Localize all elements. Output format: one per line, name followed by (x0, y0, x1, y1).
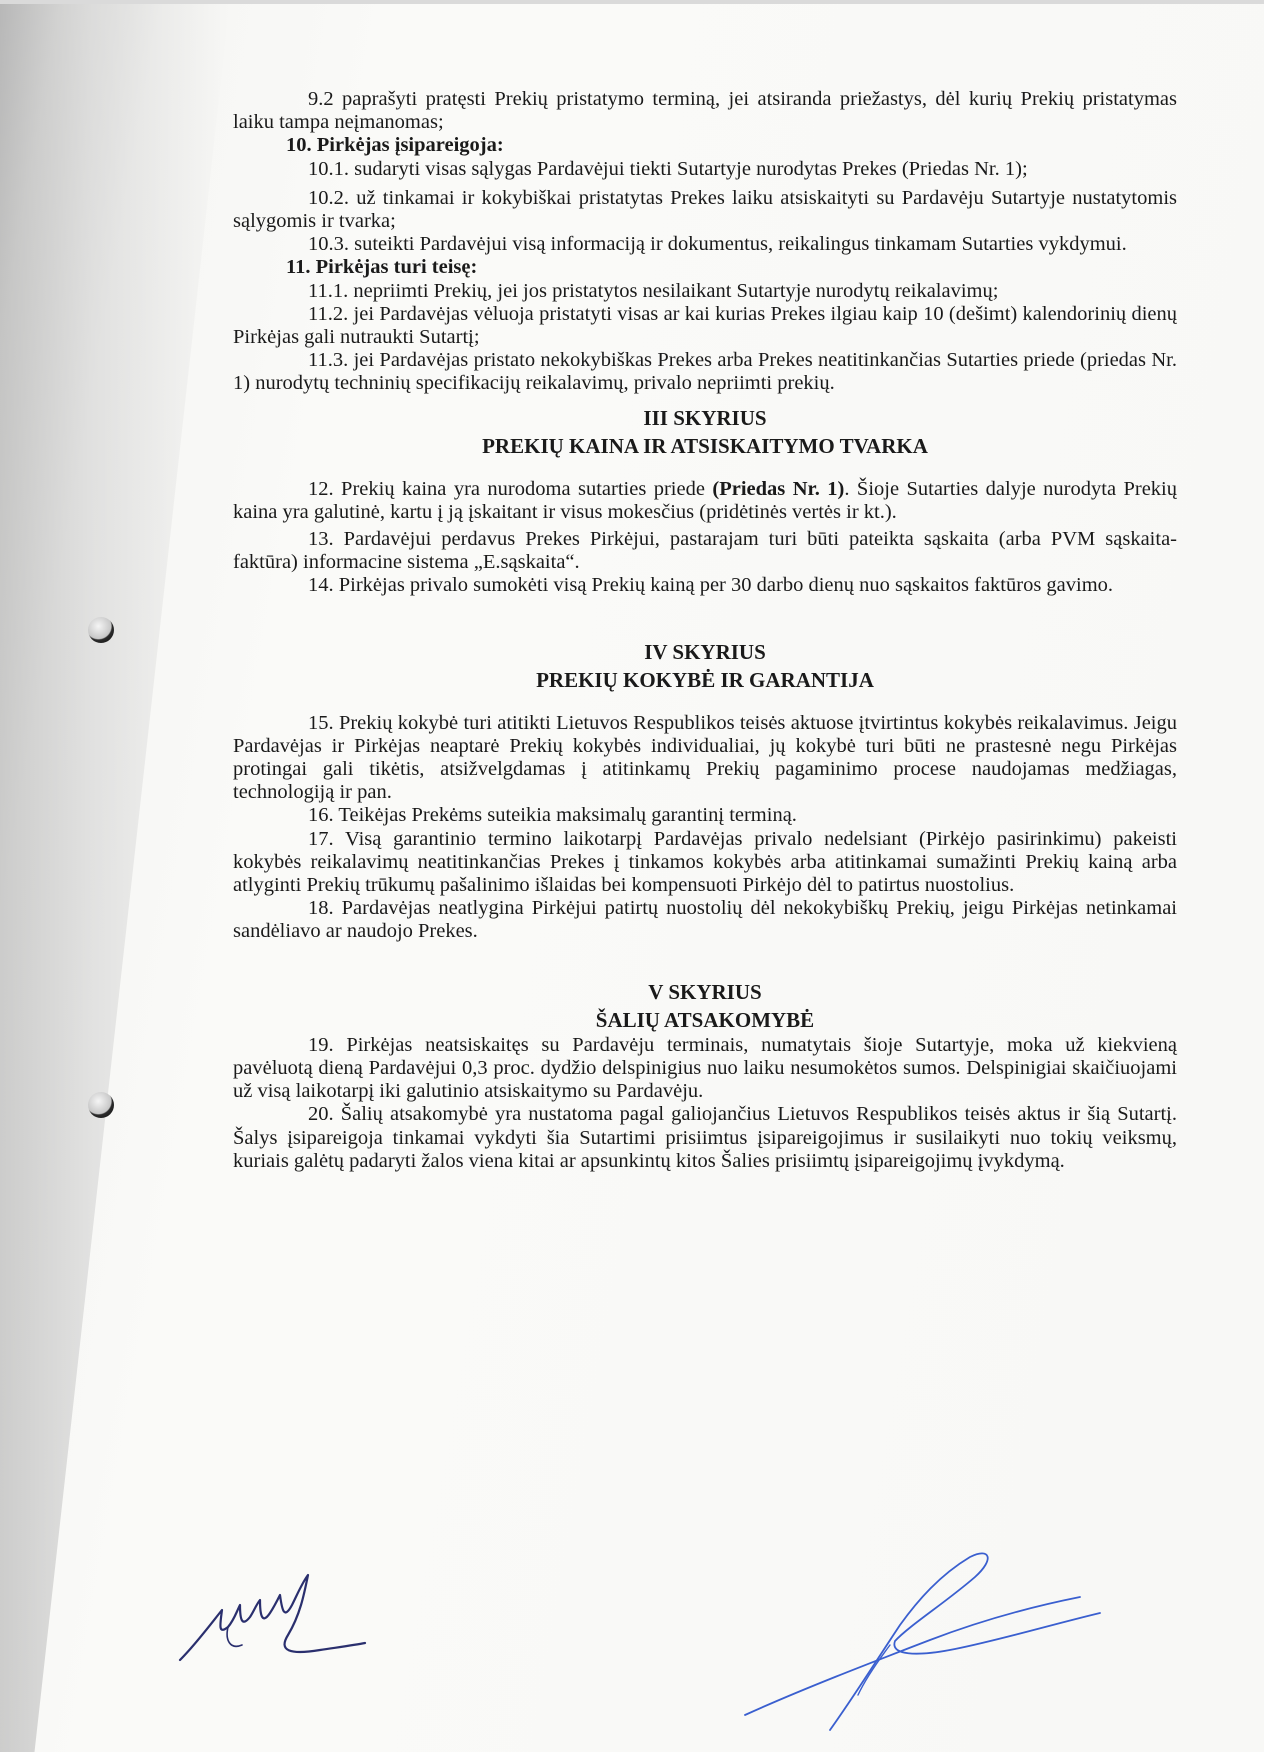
chapter-4-number: IV SKYRIUS (644, 639, 766, 664)
chapter-4-title: PREKIŲ KOKYBĖ IR GARANTIJA (536, 667, 874, 692)
clause-20: 20. Šalių atsakomybė yra nustatoma pagal galiojančius Lietuvos Respublikos teisės aktus ir šią Sutartį. Šalys įsipareigoja tinkamai vykdyti šia Sutartimi prisiimtus įsipareigojimus ir susilaikyti nuo tokių veiksmų, kuriais galėtų padaryti žalos viena kitai ar apsunkintų kitos Šalies prisiimtų įsipareigojimų įvykdymą. (233, 1103, 1177, 1172)
clause-10-1: 10.1. sudaryti visas sąlygas Pardavėjui tiekti Sutartyje nurodytas Prekes (Priedas Nr. 1); (308, 157, 1028, 180)
clause-11-2: 11.2. jei Pardavėjas vėluoja pristatyti visas ar kai kurias Prekes ilgiau kaip 10 (dešimt) kalendorinių dienų Pirkėjas gali nutraukti Sutartį; (233, 302, 1177, 349)
clause-10-2: 10.2. už tinkamai ir kokybiškai pristatytas Prekes laiku atsiskaityti su Pardavėju Sutartyje nustatytomis sąlygomis ir tvarka; (233, 186, 1177, 233)
signature-left-icon (170, 1565, 410, 1685)
clause-13: 13. Pardavėjui perdavus Prekes Pirkėjui, pastarajam turi būti pateikta sąskaita (arba PVM sąskaita-faktūra) informacine sistema „E.sąskaita“. (233, 528, 1177, 574)
clause-11-3: 11.3. jei Pardavėjas pristato nekokybiškas Prekes arba Prekes neatitinkančias Sutarties priede (priedas Nr. 1) nurodytų techninių specifikacijų reikalavimų, privalo nepriimti prekių. (233, 349, 1177, 395)
clause-12-text-end: . Šioje Sutarties dalyje nurodyta Prekių kaina yra galutinė, kartu į ją įskaitant ir visus mokesčius (pridėtinės vertės ir kt.). (233, 477, 1177, 523)
clause-15: 15. Prekių kokybė turi atitikti Lietuvos Respublikos teisės aktuose įtvirtintus kokybės reikalavimus. Jeigu Pardavėjas ir Pirkėjas neaptarė Prekių kokybės individualiai, jų kokybė turi būti ne prastesnė negu Pirkėjas protingai gali tikėtis, atsižvelgdamas į atitinkamų Prekių pagaminimo procese naudojamas medžiagas, technologiją ir pan. (233, 711, 1177, 804)
clause-10-3: 10.3. suteikti Pardavėjui visą informaciją ir dokumentus, reikalingus tinkamam Sutarties vykdymui. (308, 233, 1127, 256)
clause-17: 17. Visą garantinio termino laikotarpį Pardavėjas privalo nedelsiant (Pirkėjo pasirinkimu) pakeisti kokybės reikalavimų neatitinkančias Prekes į tinkamos kokybės arba atitinkamai sumažinti Prekių kainą arba atlyginti Prekių trūkumų pašalinimo išlaidas bei kompensuoti Pirkėjo dėl to patirtus nuostolius. (233, 827, 1177, 897)
clause-10-heading: 10. Pirkėjas įsipareigoja: (286, 134, 504, 157)
clause-18: 18. Pardavėjas neatlygina Pirkėjui patirtų nuostolių dėl nekokybiškų Prekių, jeigu Pirkėjas netinkamai sandėliavo ar naudojo Prekes. (233, 897, 1177, 943)
chapter-3-number: III SKYRIUS (643, 405, 767, 430)
chapter-5-title: ŠALIŲ ATSAKOMYBĖ (595, 1007, 815, 1032)
clause-9-2: 9.2 paprašyti pratęsti Prekių pristatymo terminą, jei atsiranda priežastys, dėl kurių Prekių pristatymas laiku tampa neįmanomas; (233, 88, 1177, 134)
clause-12 (233, 478, 1177, 524)
signature-right-icon (740, 1545, 1120, 1745)
clause-12-annex-ref: (Priedas Nr. 1) (712, 477, 845, 500)
clause-14: 14. Pirkėjas privalo sumokėti visą Prekių kainą per 30 darbo dienų nuo sąskaitos faktūros gavimo. (308, 574, 1114, 597)
scan-top-edge (0, 0, 1264, 4)
document-body (233, 88, 1177, 1173)
chapter-3-title: PREKIŲ KAINA IR ATSISKAITYMO TVARKA (482, 433, 928, 458)
clause-11-1: 11.1. nepriimti Prekių, jei jos pristatytos nesilaikant Sutartyje nurodytų reikalavimų; (308, 279, 999, 302)
clause-12-text: 12. Prekių kaina yra nurodoma sutarties priede (308, 477, 713, 500)
clause-16: 16. Teikėjas Prekėms suteikia maksimalų garantinį terminą. (308, 804, 797, 827)
clause-11-heading: 11. Pirkėjas turi teisę: (286, 256, 478, 279)
punch-hole-icon (88, 617, 114, 643)
clause-19: 19. Pirkėjas neatsiskaitęs su Pardavėju terminais, numatytais šioje Sutartyje, moka už kiekvieną pavėluotą dieną Pardavėjui 0,3 proc. dydžio delspinigius nuo laiku nesumokėtos sumos. Delspinigiai skaičiuojami už visą laikotarpį iki galutinio atsiskaitymo su Pardavėju. (233, 1033, 1177, 1103)
punch-hole-icon (88, 1092, 114, 1118)
chapter-5-number: V SKYRIUS (648, 979, 762, 1004)
